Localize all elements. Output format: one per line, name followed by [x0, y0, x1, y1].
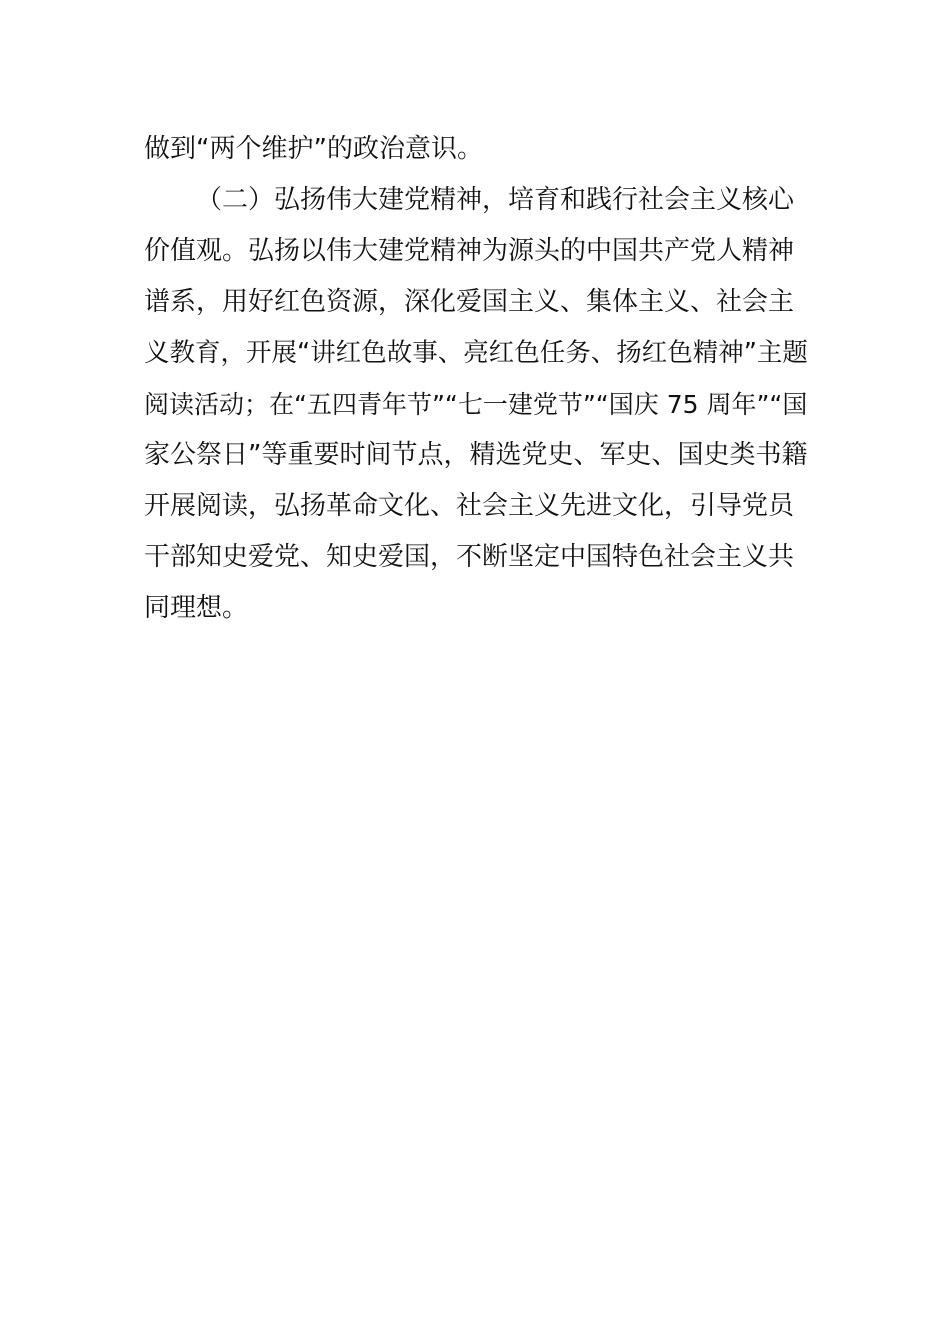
section-heading-line: （二）弘扬伟大建党精神，培育和践行社会主义核心	[196, 185, 795, 215]
text-line: 做到“两个维护”的政治意识。	[144, 134, 483, 164]
text-line: 谱系，用好红色资源，深化爱国主义、集体主义、社会主	[144, 287, 795, 317]
text-line: 阅读活动；在“五四青年节”“七一建党节”“国庆 75 周年”“国	[144, 390, 808, 419]
text-line: 义教育，开展“讲红色故事、亮红色任务、扬红色精神”主题	[144, 338, 808, 368]
text-line: 家公祭日”等重要时间节点，精选党史、军史、国史类书籍	[144, 440, 808, 470]
text-line: 干部知史爱党、知史爱国，不断坚定中国特色社会主义共	[144, 542, 795, 572]
document-body	[144, 124, 808, 634]
text-line: 开展阅读，弘扬革命文化、社会主义先进文化，引导党员	[144, 491, 795, 521]
text-line: 同理想。	[144, 593, 249, 623]
text-line: 价值观。弘扬以伟大建党精神为源头的中国共产党人精神	[144, 236, 795, 266]
